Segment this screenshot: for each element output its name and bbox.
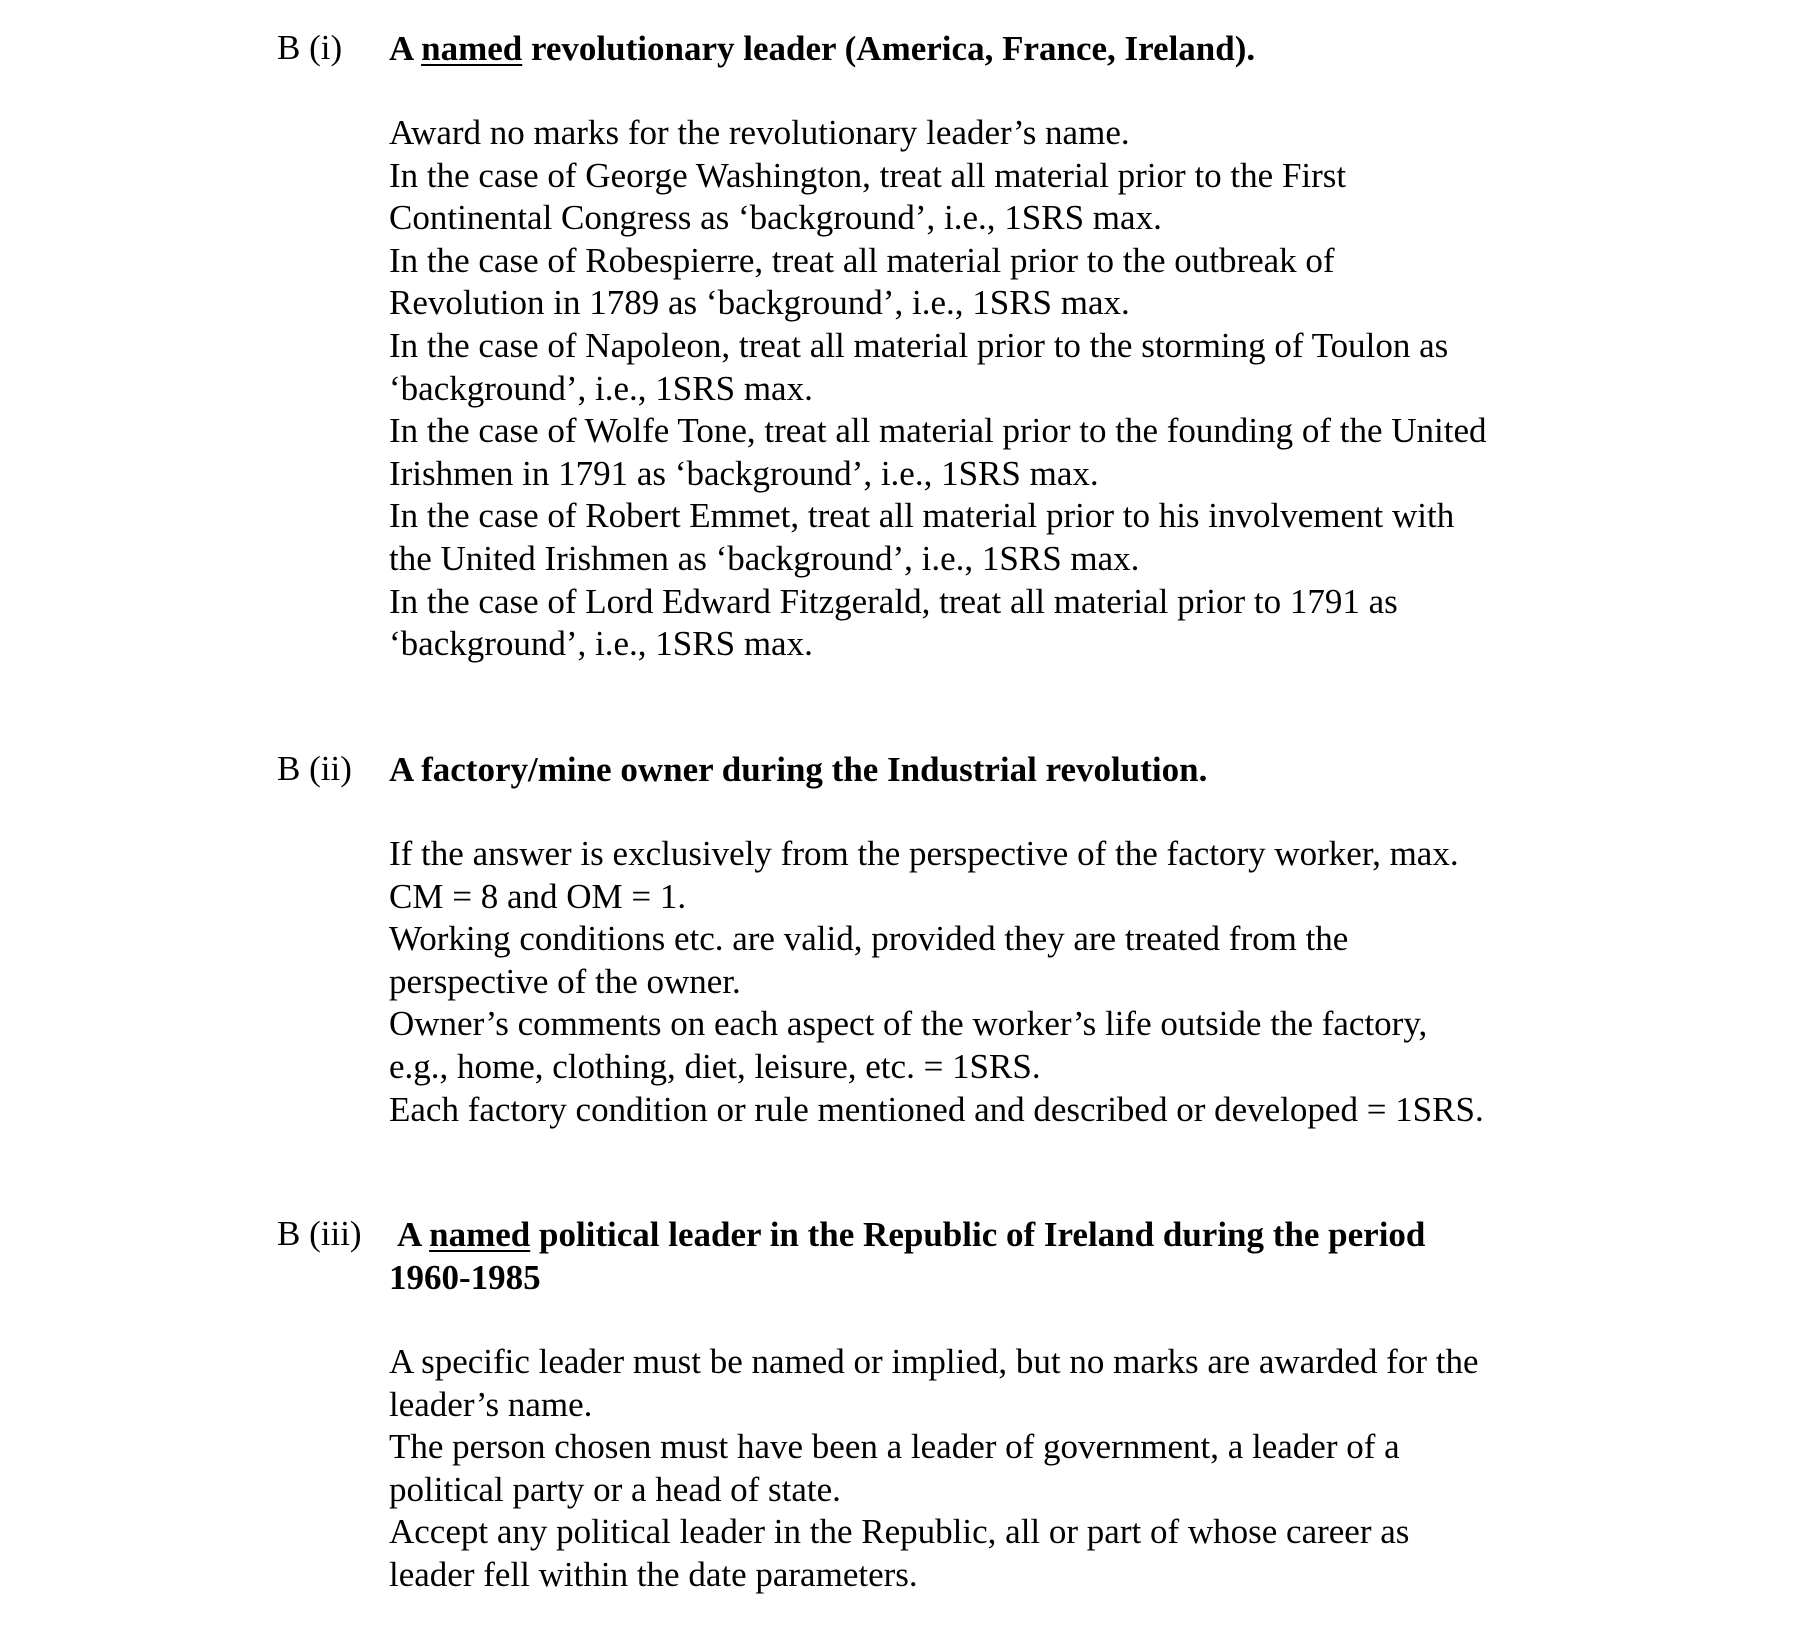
section-heading — [389, 748, 1207, 791]
body-line: e.g., home, clothing, diet, leisure, etc. = 1SRS. — [389, 1046, 1041, 1086]
section-label: B (i) — [277, 28, 343, 67]
heading-underlined-word: named — [421, 29, 523, 68]
heading-text-pre: A — [397, 1215, 430, 1254]
body-line: In the case of Robert Emmet, treat all material prior to his involvement with — [389, 496, 1455, 536]
body-line: Continental Congress as ‘background’, i.e., 1SRS max. — [389, 198, 1162, 238]
body-line: political party or a head of state. — [389, 1469, 841, 1509]
body-line: Award no marks for the revolutionary leader’s name. — [389, 113, 1130, 152]
section-body — [389, 1341, 1478, 1597]
body-line: Revolution in 1789 as ‘background’, i.e., 1SRS max. — [389, 283, 1130, 323]
section-heading — [397, 1213, 1425, 1256]
heading-text-pre: A — [389, 29, 422, 68]
section-body — [389, 833, 1484, 1131]
body-line: ‘background’, i.e., 1SRS max. — [389, 624, 813, 664]
body-line: leader fell within the date parameters. — [389, 1554, 918, 1594]
body-line: leader’s name. — [389, 1384, 593, 1424]
body-line: the United Irishmen as ‘background’, i.e., 1SRS max. — [389, 538, 1140, 578]
section-label: B (ii) — [277, 749, 352, 788]
body-line: perspective of the owner. — [389, 961, 741, 1001]
body-line: If the answer is exclusively from the perspective of the factory worker, max. — [389, 834, 1459, 873]
body-line: Accept any political leader in the Republic, all or part of whose career as — [389, 1512, 1410, 1552]
section-heading — [389, 27, 1255, 70]
body-line: Working conditions etc. are valid, provided they are treated from the — [389, 919, 1349, 959]
body-line: In the case of George Washington, treat all material prior to the First — [389, 155, 1347, 195]
body-line: The person chosen must have been a leader of government, a leader of a — [389, 1427, 1400, 1467]
heading-text-post: political leader in the Republic of Ireland during the period — [530, 1215, 1426, 1254]
body-line: In the case of Wolfe Tone, treat all material prior to the founding of the United — [389, 411, 1487, 451]
section-heading-line2: 1960-1985 — [389, 1258, 541, 1297]
heading-text: A factory/mine owner during the Industrial revolution. — [389, 750, 1208, 789]
body-line: In the case of Lord Edward Fitzgerald, treat all material prior to 1791 as — [389, 581, 1398, 621]
body-line: In the case of Napoleon, treat all material prior to the storming of Toulon as — [389, 325, 1449, 365]
body-line: Each factory condition or rule mentioned and described or developed = 1SRS. — [389, 1089, 1484, 1129]
section-label: B (iii) — [277, 1214, 362, 1253]
body-line: Irishmen in 1791 as ‘background’, i.e., 1SRS max. — [389, 453, 1099, 493]
body-line: In the case of Robespierre, treat all material prior to the outbreak of — [389, 240, 1335, 280]
body-line: CM = 8 and OM = 1. — [389, 876, 687, 916]
section-body — [389, 112, 1487, 666]
body-line: Owner’s comments on each aspect of the worker’s life outside the factory, — [389, 1004, 1428, 1044]
body-line: ‘background’, i.e., 1SRS max. — [389, 368, 813, 408]
heading-text-post: revolutionary leader (America, France, Ireland). — [522, 29, 1256, 68]
body-line: A specific leader must be named or implied, but no marks are awarded for the — [389, 1342, 1479, 1381]
heading-underlined-word: named — [429, 1215, 531, 1254]
